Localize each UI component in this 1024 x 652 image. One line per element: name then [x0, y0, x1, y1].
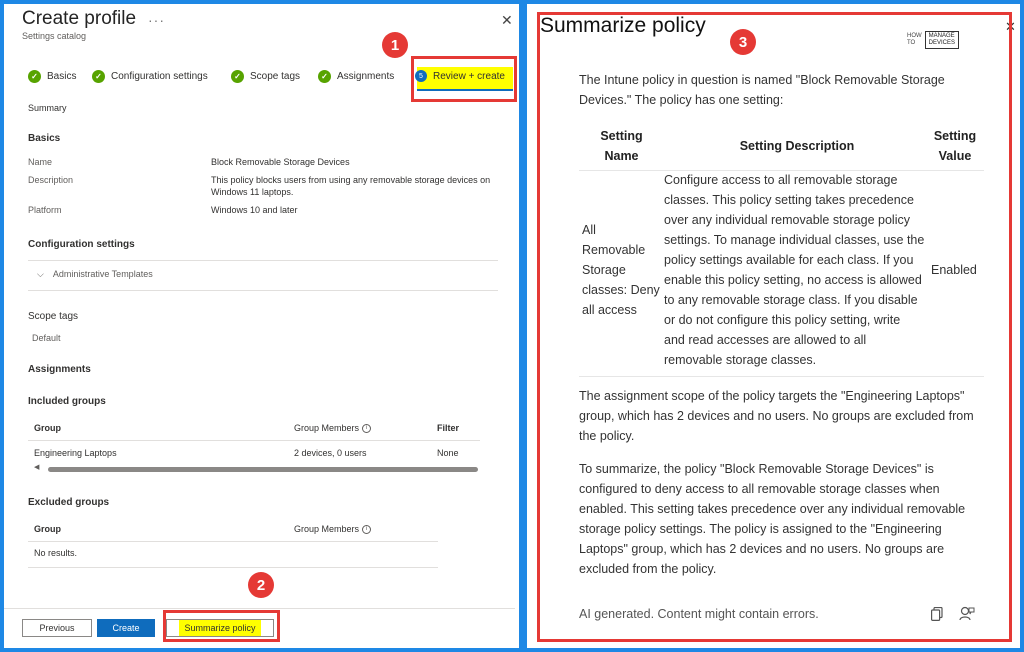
- summary-heading: Summary: [28, 103, 67, 113]
- logo-how-text: HOW TO: [907, 33, 922, 46]
- annotation-badge-3: 3: [730, 29, 756, 55]
- step-scope-tags[interactable]: [231, 70, 300, 83]
- name-value: Block Removable Storage Devices: [211, 157, 350, 167]
- col-group: Group: [34, 524, 61, 534]
- chevron-down-icon: ⌵: [37, 269, 44, 279]
- admin-templates-label: Administrative Templates: [52, 269, 153, 279]
- divider: [28, 290, 498, 291]
- text-line: The Intune policy in question is named "Block Removable Storage: [579, 73, 945, 87]
- close-icon[interactable]: ✕: [501, 12, 513, 28]
- excluded-groups-heading: Excluded groups: [28, 497, 110, 508]
- check-icon: ✓: [231, 70, 244, 83]
- row-members: 2 devices, 0 users: [294, 448, 367, 458]
- check-icon: ✓: [318, 70, 331, 83]
- summary-annotation-box: [537, 12, 1012, 642]
- basics-heading: Basics: [28, 133, 61, 144]
- check-icon: ✓: [28, 70, 41, 83]
- scroll-left-icon[interactable]: ◀: [34, 464, 40, 471]
- divider: [28, 440, 480, 441]
- page-title: Create profile: [22, 8, 137, 29]
- step-basics[interactable]: [28, 70, 76, 83]
- name-label: Name: [28, 157, 53, 167]
- row-group: Engineering Laptops: [34, 448, 117, 458]
- info-icon[interactable]: i: [362, 525, 371, 534]
- admin-templates-expander[interactable]: [37, 269, 153, 280]
- review-annotation-box: [411, 56, 517, 102]
- step-assignments[interactable]: [318, 70, 394, 83]
- more-options-icon[interactable]: ···: [148, 12, 165, 28]
- annotation-badge-2: 2: [248, 572, 274, 598]
- page-subtitle: Settings catalog: [22, 31, 87, 41]
- summarize-policy-pane: [527, 4, 1020, 648]
- no-results-text: No results.: [34, 548, 78, 558]
- divider: [28, 541, 438, 542]
- configuration-heading: Configuration settings: [28, 239, 135, 250]
- scope-tag-value: Default: [32, 333, 61, 343]
- ai-disclaimer: AI generated. Content might contain errors.: [579, 607, 819, 621]
- setting-description-cell: Configure access to all removable storage classes. This policy setting takes precedence over any individual removable storage policy settings. To manage individual classes, use the policy settings available for each class. If you enable this policy setting, no access is allowed to any removable storage class. If you disable or do not configure this policy setting, write and read accesses are allowed to all removable storage classes.: [664, 173, 925, 367]
- horizontal-scrollbar[interactable]: [48, 467, 478, 472]
- platform-value: Windows 10 and later: [211, 205, 298, 215]
- step-label: Review + create: [433, 70, 505, 82]
- info-icon[interactable]: i: [362, 424, 371, 433]
- divider: [28, 567, 438, 568]
- step-label: Basics: [47, 71, 77, 82]
- assignments-heading: Assignments: [28, 364, 91, 375]
- create-button[interactable]: Create: [97, 619, 155, 637]
- th-setting-name: Setting Name: [600, 129, 643, 163]
- text-line: Devices." The policy has one setting:: [579, 93, 784, 107]
- assignment-paragraph: The assignment scope of the policy targets the "Engineering Laptops" group, which has 2 devices and no users. No groups are excluded from the policy.: [579, 389, 974, 443]
- summarize-annotation-box: [163, 610, 280, 642]
- col-group: Group: [34, 423, 61, 433]
- annotation-badge-1: 1: [382, 32, 408, 58]
- platform-label: Platform: [28, 205, 62, 215]
- logo-manage-text: MANAGE DEVICES: [925, 31, 959, 49]
- col-filter: Filter: [437, 423, 460, 433]
- step-label: Configuration settings: [111, 71, 208, 82]
- col-group-members: Group Members i: [294, 423, 371, 433]
- row-filter: None: [437, 448, 459, 458]
- divider: [28, 260, 498, 261]
- th-setting-description: Setting Description: [739, 139, 855, 153]
- close-icon[interactable]: ✕: [1005, 19, 1016, 34]
- description-label: Description: [28, 175, 74, 185]
- previous-button[interactable]: Previous: [22, 619, 92, 637]
- step-number-badge: 5: [415, 70, 427, 82]
- step-label: Scope tags: [250, 71, 301, 82]
- setting-value-cell: Enabled: [931, 263, 977, 277]
- description-value: This policy blocks users from using any removable storage devices on Windows 11 laptops.: [211, 175, 491, 197]
- setting-name-cell: All Removable Storage classes: Deny all access: [582, 223, 660, 317]
- create-profile-pane: [4, 4, 519, 648]
- footer-divider: [4, 608, 515, 609]
- step-configuration-settings[interactable]: [92, 70, 208, 83]
- summary-panel-title: Summarize policy: [540, 14, 706, 37]
- scope-tags-heading: Scope tags: [28, 311, 79, 322]
- th-setting-value: Setting Value: [933, 129, 977, 163]
- conclusion-paragraph: To summarize, the policy "Block Removable Storage Devices" is configured to deny access to all removable storage classes when enabled. This setting takes precedence over any individual removable storage policy settings. The policy is assigned to the "Engineering Laptops" group, which has 2 devices and no users. No groups are excluded from the policy.: [579, 462, 966, 576]
- col-group-members: Group Members i: [294, 524, 371, 534]
- step-label: Assignments: [337, 71, 395, 82]
- included-groups-heading: Included groups: [28, 396, 106, 407]
- summarize-policy-button[interactable]: Summarize policy: [166, 619, 274, 637]
- check-icon: ✓: [92, 70, 105, 83]
